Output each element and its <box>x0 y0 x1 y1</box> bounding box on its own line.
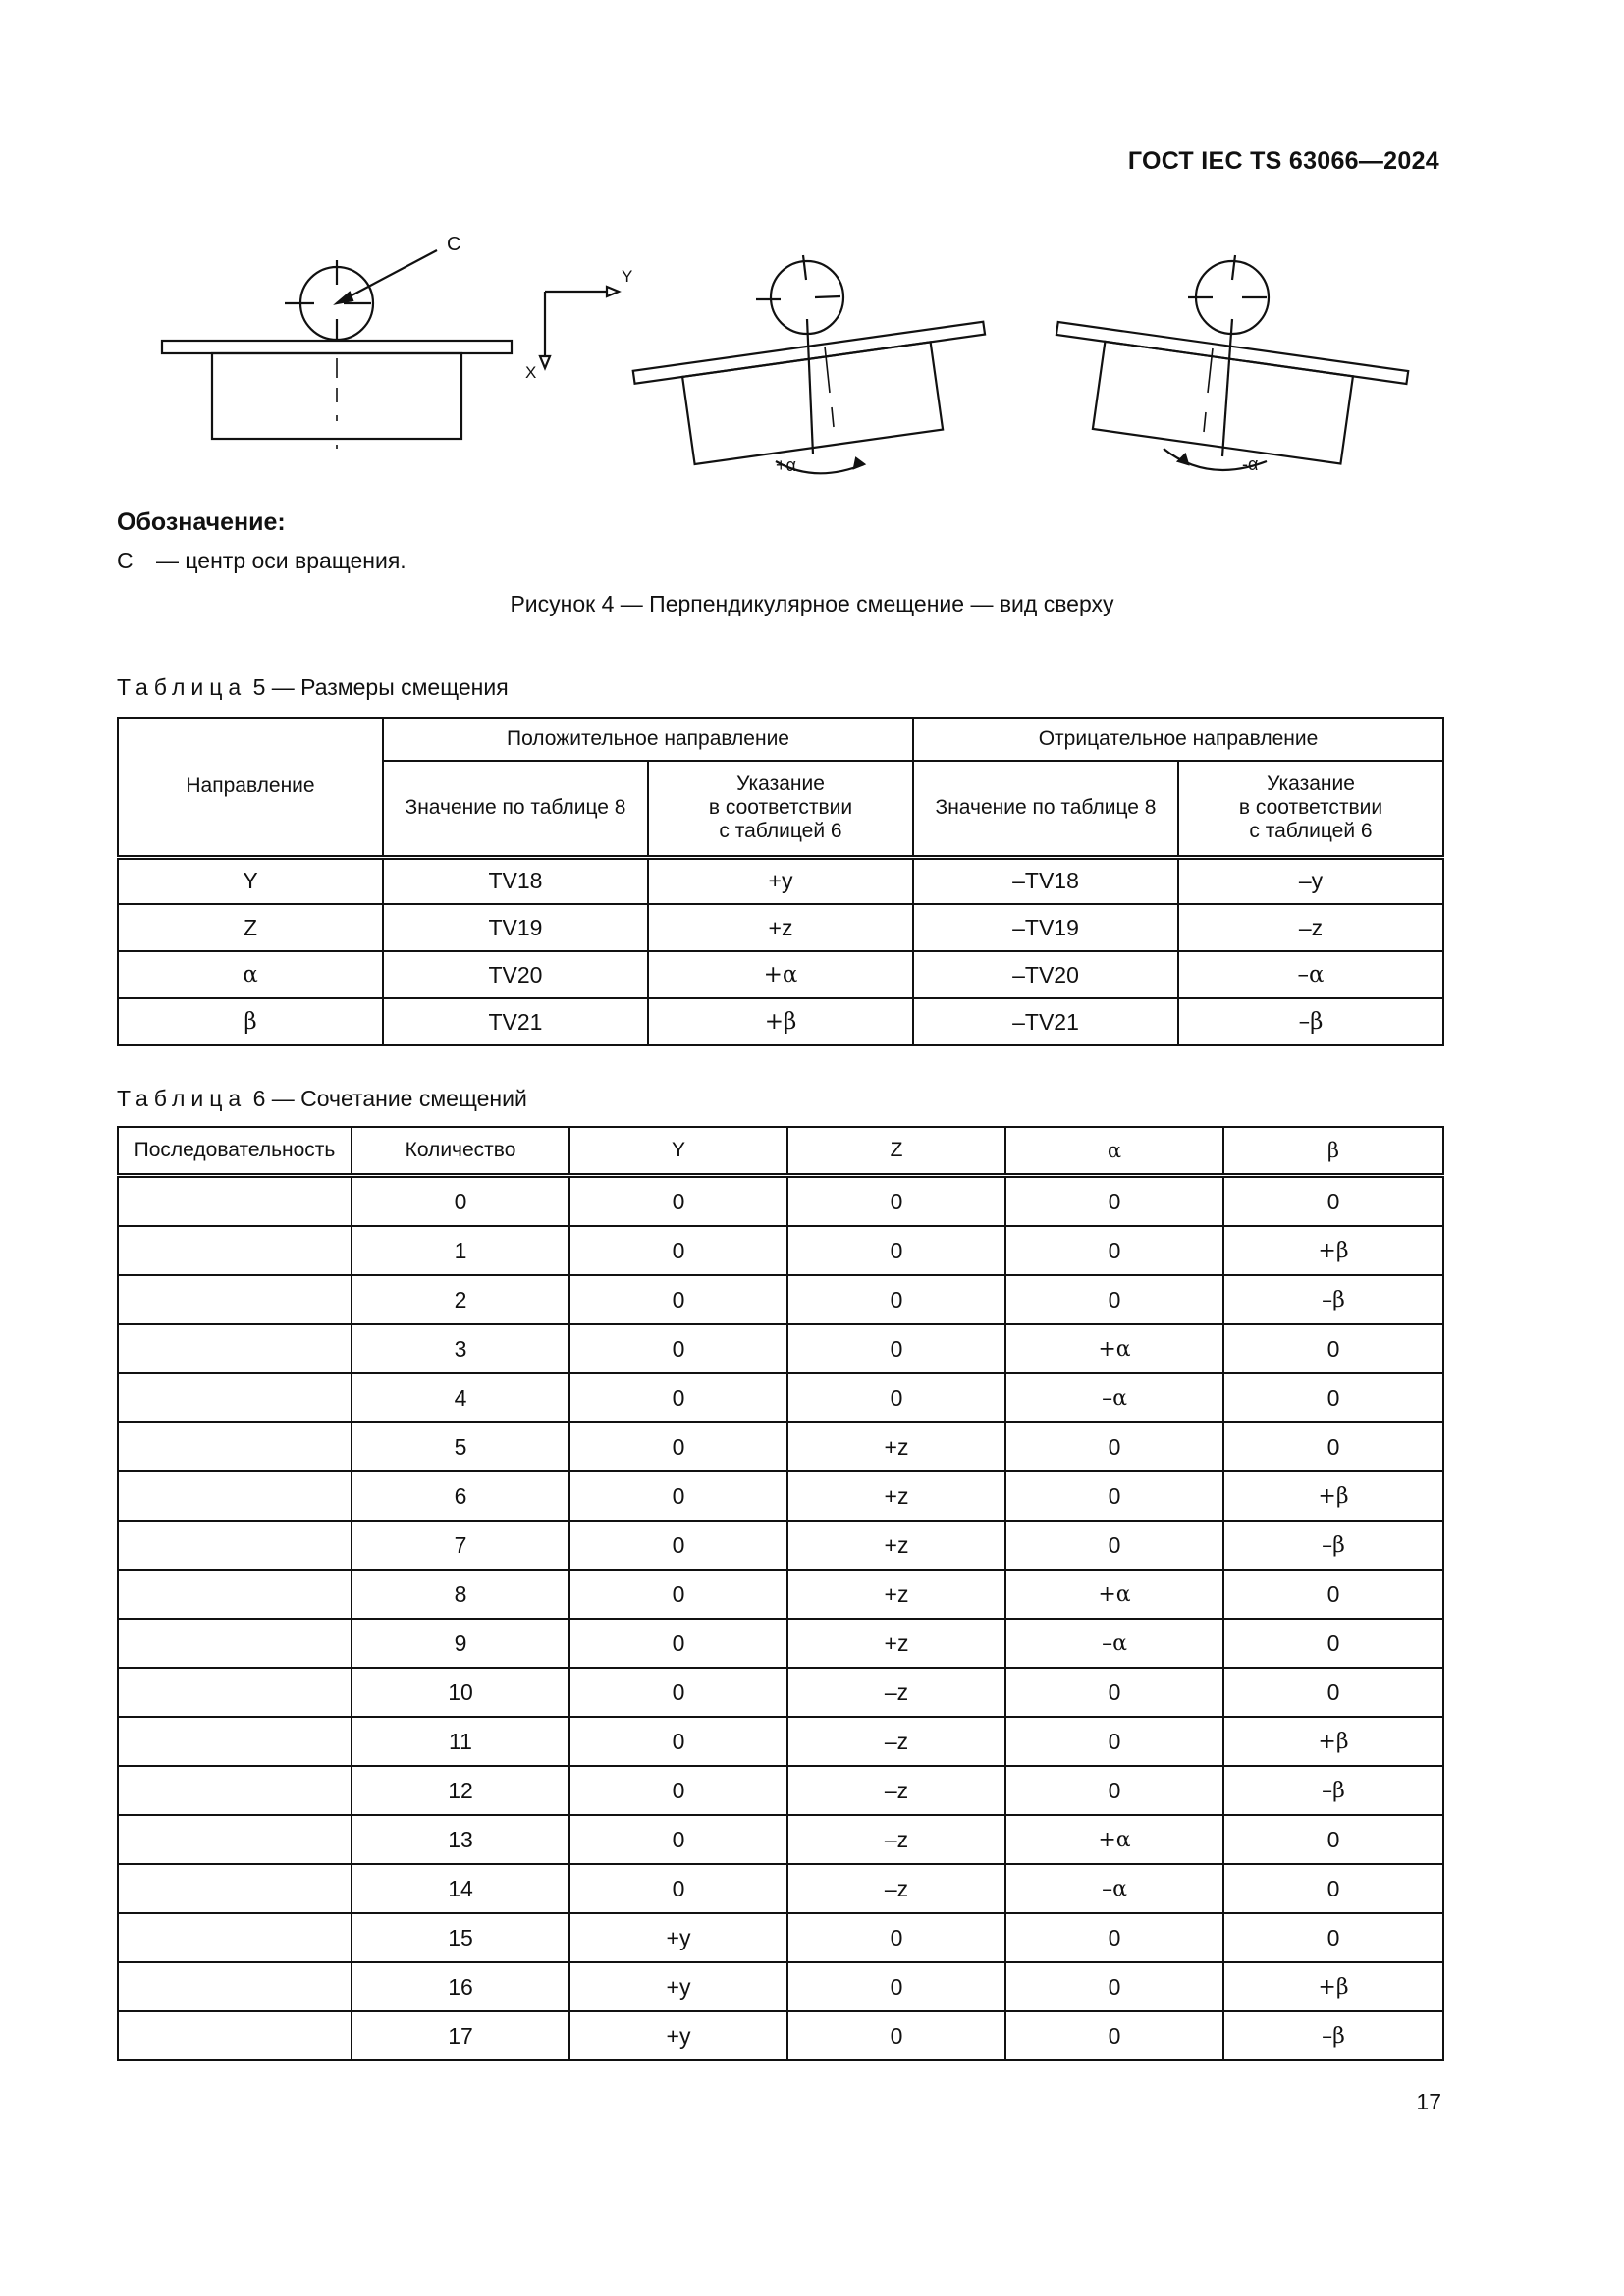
table-cell: 0 <box>1005 1275 1223 1324</box>
table-cell: –TV18 <box>913 857 1178 904</box>
table-cell: 0 <box>787 1176 1005 1227</box>
table-cell <box>118 1176 352 1227</box>
table-cell: TV18 <box>383 857 648 904</box>
table-cell: 0 <box>569 1619 787 1668</box>
table-cell: +β <box>1223 1962 1443 2011</box>
table-cell: +α <box>1005 1570 1223 1619</box>
table-cell: +β <box>1223 1471 1443 1521</box>
table-cell: +α <box>1005 1324 1223 1373</box>
angle-negative: -α <box>1242 454 1259 474</box>
table-cell: 0 <box>569 1324 787 1373</box>
t5-sub-ref-neg: Указание в соответствии с таблицей 6 <box>1178 761 1443 857</box>
neutral-position <box>162 234 512 449</box>
t5-sub-ref-pos: Указание в соответствии с таблицей 6 <box>648 761 913 857</box>
table-cell <box>118 1962 352 2011</box>
t5-col-negative: Отрицательное направление <box>913 718 1443 761</box>
table-cell <box>118 1619 352 1668</box>
t6-col-header: α <box>1005 1127 1223 1176</box>
table-cell: –β <box>1223 1521 1443 1570</box>
table-cell: +y <box>569 1913 787 1962</box>
legend-symbol: С <box>117 548 134 573</box>
table-cell: 0 <box>1223 1913 1443 1962</box>
table-cell: 12 <box>352 1766 569 1815</box>
table-cell: 7 <box>352 1521 569 1570</box>
table-cell: 0 <box>569 1717 787 1766</box>
table-cell: –TV19 <box>913 904 1178 951</box>
table-cell: 0 <box>1005 1766 1223 1815</box>
table-cell: 0 <box>1005 1176 1223 1227</box>
t6-col-header: Y <box>569 1127 787 1176</box>
table6-offset-combinations <box>117 1126 1444 2061</box>
table-cell: –TV20 <box>913 951 1178 998</box>
table-row <box>118 951 1443 998</box>
table-cell: 0 <box>569 1864 787 1913</box>
table-row <box>118 1766 1443 1815</box>
table-cell: 17 <box>352 2011 569 2060</box>
table-cell: –TV21 <box>913 998 1178 1045</box>
table-cell: +z <box>787 1619 1005 1668</box>
table-cell: –z <box>787 1766 1005 1815</box>
t5-sub-value-neg: Значение по таблице 8 <box>913 761 1178 857</box>
table-cell: 0 <box>1223 1619 1443 1668</box>
table-cell: 0 <box>569 1521 787 1570</box>
table-cell: +α <box>648 951 913 998</box>
table-row <box>118 1913 1443 1962</box>
table-cell: 0 <box>1223 1422 1443 1471</box>
figure-caption: Рисунок 4 — Перпендикулярное смещение — вид сверху <box>510 591 1114 616</box>
table-cell <box>118 1668 352 1717</box>
table-row <box>118 1570 1443 1619</box>
table-cell: –z <box>787 1864 1005 1913</box>
table-cell <box>118 2011 352 2060</box>
table-cell: –α <box>1005 1864 1223 1913</box>
table5-offset-sizes <box>117 717 1444 1046</box>
table-cell: TV21 <box>383 998 648 1045</box>
negative-rotation <box>1044 255 1408 474</box>
table-cell: 16 <box>352 1962 569 2011</box>
t5-col-direction: Направление <box>118 718 383 857</box>
table-cell: TV19 <box>383 904 648 951</box>
table-row <box>118 998 1443 1045</box>
table-cell: 0 <box>787 1275 1005 1324</box>
table-cell <box>118 1717 352 1766</box>
table-cell: 0 <box>1223 1668 1443 1717</box>
table-cell <box>118 1864 352 1913</box>
table-row <box>118 857 1443 904</box>
table5-caption: Таблица 5 — Размеры смещения <box>117 674 509 700</box>
table-cell: 0 <box>569 1815 787 1864</box>
table-row <box>118 1619 1443 1668</box>
table-cell: –α <box>1005 1373 1223 1422</box>
table6-caption: Таблица 6 — Сочетание смещений <box>117 1086 527 1111</box>
table-row <box>118 904 1443 951</box>
legend-description: — центр оси вращения. <box>156 548 406 573</box>
table-cell: –z <box>1178 904 1443 951</box>
table-cell: 10 <box>352 1668 569 1717</box>
table-row <box>118 1962 1443 2011</box>
table-cell: 0 <box>569 1570 787 1619</box>
table-cell: 1 <box>352 1226 569 1275</box>
table-cell: 0 <box>1223 1324 1443 1373</box>
axis-y-label: Y <box>622 267 633 286</box>
table-cell: –z <box>787 1815 1005 1864</box>
table-cell <box>118 1521 352 1570</box>
table-cell: 0 <box>787 1324 1005 1373</box>
table-cell: α <box>118 951 383 998</box>
table-cell: –β <box>1223 1766 1443 1815</box>
document-id: ГОСТ IEC TS 63066—2024 <box>1127 147 1439 175</box>
table-cell: +z <box>787 1570 1005 1619</box>
table-cell: 0 <box>1223 1864 1443 1913</box>
table-cell: +z <box>648 904 913 951</box>
table-cell: +y <box>648 857 913 904</box>
table-row <box>118 1422 1443 1471</box>
table-cell: 0 <box>569 1471 787 1521</box>
table-cell: 9 <box>352 1619 569 1668</box>
table-cell: 0 <box>1005 1471 1223 1521</box>
table-cell: β <box>118 998 383 1045</box>
table-cell: 0 <box>1005 1962 1223 2011</box>
table-cell: –z <box>787 1668 1005 1717</box>
table-cell: +z <box>787 1471 1005 1521</box>
table-cell: –y <box>1178 857 1443 904</box>
table-cell: 0 <box>569 1226 787 1275</box>
table-cell: 0 <box>352 1176 569 1227</box>
table-cell: 2 <box>352 1275 569 1324</box>
angle-positive: +α <box>776 455 796 475</box>
table-cell: 0 <box>569 1275 787 1324</box>
legend-title: Обозначение: <box>117 508 286 536</box>
table-cell: +β <box>1223 1226 1443 1275</box>
table-cell: 0 <box>787 1913 1005 1962</box>
table-row <box>118 1176 1443 1227</box>
table-cell: 0 <box>787 1373 1005 1422</box>
positive-rotation <box>633 255 998 475</box>
table-cell: 0 <box>1223 1373 1443 1422</box>
table-row <box>118 1717 1443 1766</box>
table-cell <box>118 1373 352 1422</box>
table-cell: 0 <box>787 1226 1005 1275</box>
table-cell: 15 <box>352 1913 569 1962</box>
page-number: 17 <box>1416 2089 1441 2114</box>
table-cell: 8 <box>352 1570 569 1619</box>
table-cell: 0 <box>1223 1176 1443 1227</box>
table-cell: 3 <box>352 1324 569 1373</box>
table-cell: +z <box>787 1521 1005 1570</box>
t6-col-header: Z <box>787 1127 1005 1176</box>
t6-col-header: Последовательность <box>118 1127 352 1176</box>
table-cell: 0 <box>1005 1422 1223 1471</box>
table-cell: 0 <box>1005 1226 1223 1275</box>
table-cell: +y <box>569 1962 787 2011</box>
table-cell: –β <box>1223 2011 1443 2060</box>
table-cell: –α <box>1005 1619 1223 1668</box>
table-row <box>118 1668 1443 1717</box>
table-cell: +α <box>1005 1815 1223 1864</box>
table-cell: 4 <box>352 1373 569 1422</box>
table-cell: 5 <box>352 1422 569 1471</box>
table-row <box>118 1275 1443 1324</box>
table-cell: 0 <box>569 1373 787 1422</box>
table-cell: 6 <box>352 1471 569 1521</box>
t6-col-header: Количество <box>352 1127 569 1176</box>
table-row <box>118 1471 1443 1521</box>
table-cell: +β <box>1223 1717 1443 1766</box>
table-cell: 13 <box>352 1815 569 1864</box>
legend-entry <box>117 548 406 574</box>
axis-x-label: X <box>525 363 537 382</box>
axis-indicator <box>525 267 632 382</box>
table-cell: 11 <box>352 1717 569 1766</box>
table-cell: –z <box>787 1717 1005 1766</box>
table-cell: 0 <box>1223 1815 1443 1864</box>
t6-col-header: β <box>1223 1127 1443 1176</box>
table-row <box>118 2011 1443 2060</box>
table-cell: 0 <box>569 1422 787 1471</box>
table-row <box>118 1815 1443 1864</box>
table-cell: 0 <box>1005 2011 1223 2060</box>
table-cell <box>118 1570 352 1619</box>
table-cell <box>118 1324 352 1373</box>
label-c: C <box>447 234 461 255</box>
table-cell: 0 <box>1223 1570 1443 1619</box>
table-cell <box>118 1226 352 1275</box>
table-row <box>118 1864 1443 1913</box>
table-cell: 0 <box>1005 1717 1223 1766</box>
table-cell <box>118 1422 352 1471</box>
table-cell: 0 <box>1005 1521 1223 1570</box>
table-cell: 14 <box>352 1864 569 1913</box>
table-cell: –α <box>1178 951 1443 998</box>
t5-col-positive: Положительное направление <box>383 718 913 761</box>
table-cell: 0 <box>1005 1913 1223 1962</box>
table-cell: +y <box>569 2011 787 2060</box>
table-row <box>118 1373 1443 1422</box>
table-cell: TV20 <box>383 951 648 998</box>
table-cell <box>118 1275 352 1324</box>
table-cell: Y <box>118 857 383 904</box>
t5-sub-value-pos: Значение по таблице 8 <box>383 761 648 857</box>
table-cell: Z <box>118 904 383 951</box>
table-cell: 0 <box>569 1668 787 1717</box>
table-cell <box>118 1815 352 1864</box>
table-cell: +z <box>787 1422 1005 1471</box>
table-row <box>118 1226 1443 1275</box>
table-row <box>118 1324 1443 1373</box>
table-cell <box>118 1913 352 1962</box>
table-cell: 0 <box>787 2011 1005 2060</box>
table-cell <box>118 1471 352 1521</box>
table-cell: 0 <box>1005 1668 1223 1717</box>
table-cell: 0 <box>787 1962 1005 2011</box>
table-cell: +β <box>648 998 913 1045</box>
table-cell: –β <box>1178 998 1443 1045</box>
table-cell <box>118 1766 352 1815</box>
table-cell: –β <box>1223 1275 1443 1324</box>
figure-4-diagram <box>147 221 1424 506</box>
table-row <box>118 1521 1443 1570</box>
table-cell: 0 <box>569 1176 787 1227</box>
table-cell: 0 <box>569 1766 787 1815</box>
